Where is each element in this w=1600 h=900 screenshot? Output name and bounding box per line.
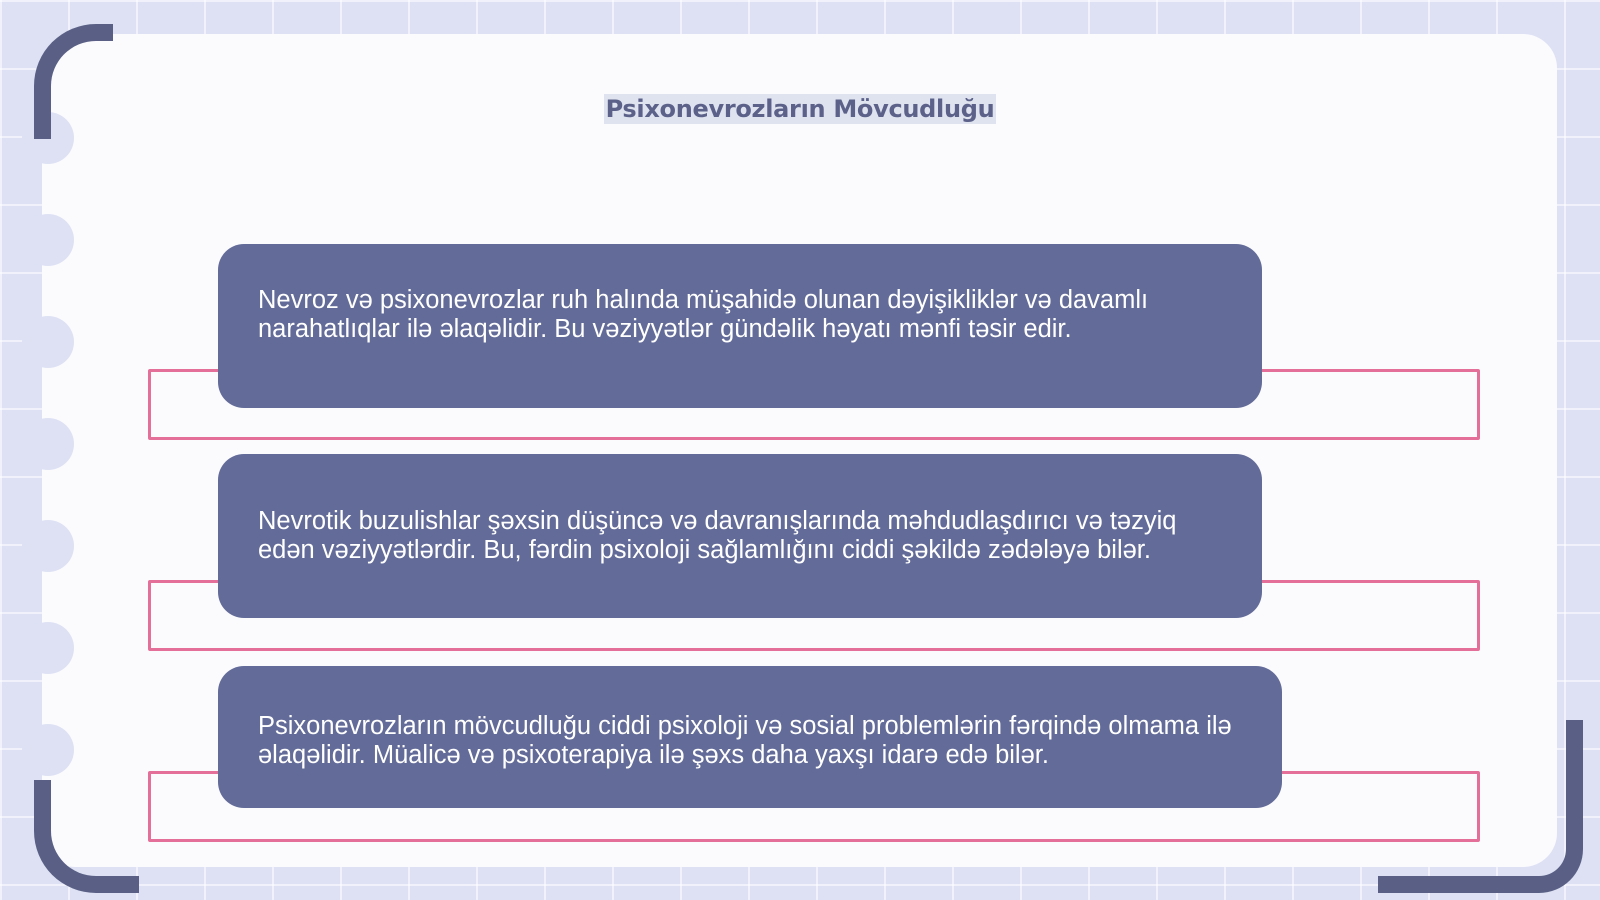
slide-title-text: Psixonevrozların Mövcudluğu xyxy=(605,95,995,123)
page-edge-notch xyxy=(22,214,74,266)
content-card-text: Nevrotik buzulishlar şəxsin düşüncə və davranışlarında məhdudlaşdırıcı və təzyiq edən vəziyyətlərdir. Bu, fərdin psixoloji sağlamlığını ciddi şəkildə zədələyə bilər. xyxy=(258,507,1177,564)
content-card-1 xyxy=(218,244,1262,408)
content-card-text: Psixonevrozların mövcudluğu ciddi psixoloji və sosial problemlərin fərqində olmama ilə əlaqəlidir. Müalicə və psixoterapiya ilə şəxs daha yaxşı idarə edə bilər. xyxy=(258,712,1232,769)
content-card-3 xyxy=(218,666,1282,808)
content-card-text: Nevroz və psixonevrozlar ruh halında müşahidə olunan dəyişikliklər və davamlı narahatlıqlar ilə əlaqəlidir. Bu vəziyyətlər gündəlik həyatı mənfi təsir edir. xyxy=(258,286,1149,343)
corner-bracket-bottom-left xyxy=(34,780,139,893)
content-card-2 xyxy=(218,454,1262,618)
page-edge-notch xyxy=(22,622,74,674)
page-edge-notch xyxy=(22,724,74,776)
slide-title xyxy=(0,95,1600,123)
page-edge-notch xyxy=(22,520,74,572)
page-edge-notch xyxy=(22,316,74,368)
page-edge-notch xyxy=(22,418,74,470)
